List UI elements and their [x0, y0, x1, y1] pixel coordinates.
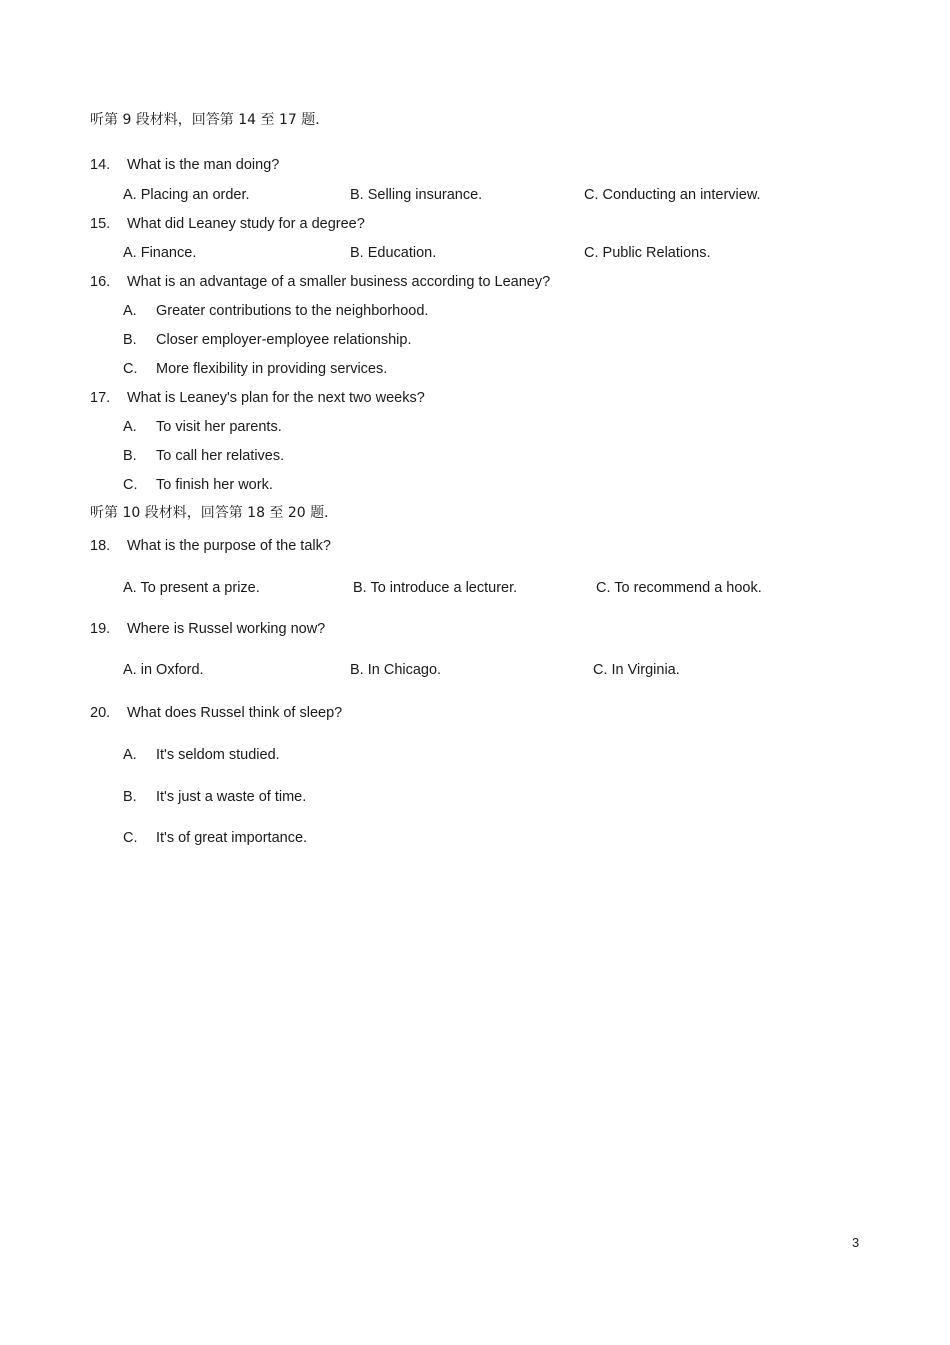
- question-number: 20.: [90, 705, 111, 721]
- option-c: C. Public Relations.: [584, 245, 711, 261]
- question-number: 16.: [90, 274, 111, 290]
- option-text: It's just a waste of time.: [156, 789, 307, 805]
- option-text: To visit her parents.: [156, 419, 282, 435]
- question-text: What is an advantage of a smaller business according to Leaney?: [127, 274, 551, 290]
- option-b: B. To introduce a lecturer.: [353, 580, 518, 596]
- option-letter: B.: [123, 448, 137, 464]
- option-a: A. Placing an order.: [123, 187, 250, 203]
- option-letter: C.: [123, 830, 138, 846]
- page-number: 3: [852, 1235, 860, 1250]
- option-b: B. Selling insurance.: [350, 187, 483, 203]
- option-letter: B.: [123, 789, 137, 805]
- question-number: 18.: [90, 538, 111, 554]
- option-letter: A.: [123, 747, 137, 763]
- option-b: B. Education.: [350, 245, 437, 261]
- section-heading: 听第 10 段材料，回答第 18 至 20 题．: [90, 505, 339, 521]
- question-text: What is the man doing?: [127, 157, 280, 173]
- question-number: 17.: [90, 390, 111, 406]
- question-number: 15.: [90, 216, 111, 232]
- option-a: A. Finance.: [123, 245, 197, 261]
- option-a: A. in Oxford.: [123, 662, 204, 678]
- option-text: It's seldom studied.: [156, 747, 280, 763]
- question-text: Where is Russel working now?: [127, 621, 326, 637]
- section-heading: 听第 9 段材料，回答第 14 至 17 题．: [90, 112, 330, 128]
- option-text: It's of great importance.: [156, 830, 308, 846]
- option-b: B. In Chicago.: [350, 662, 442, 678]
- option-text: Greater contributions to the neighborhood.: [156, 303, 429, 319]
- option-text: Closer employer-employee relationship.: [156, 332, 412, 348]
- option-letter: C.: [123, 477, 138, 493]
- question-number: 14.: [90, 157, 111, 173]
- option-c: C. To recommend a hook.: [596, 580, 762, 596]
- question-text: What is Leaney's plan for the next two weeks?: [127, 390, 425, 406]
- question-text: What did Leaney study for a degree?: [127, 216, 365, 232]
- option-letter: C.: [123, 361, 138, 377]
- option-letter: A.: [123, 303, 137, 319]
- question-text: What is the purpose of the talk?: [127, 538, 331, 554]
- option-text: To call her relatives.: [156, 448, 285, 464]
- question-text: What does Russel think of sleep?: [127, 705, 343, 721]
- option-letter: A.: [123, 419, 137, 435]
- option-letter: B.: [123, 332, 137, 348]
- option-text: To finish her work.: [156, 477, 273, 493]
- option-c: C. In Virginia.: [593, 662, 680, 678]
- option-text: More flexibility in providing services.: [156, 361, 388, 377]
- option-a: A. To present a prize.: [123, 580, 260, 596]
- option-c: C. Conducting an interview.: [584, 187, 761, 203]
- question-number: 19.: [90, 621, 111, 637]
